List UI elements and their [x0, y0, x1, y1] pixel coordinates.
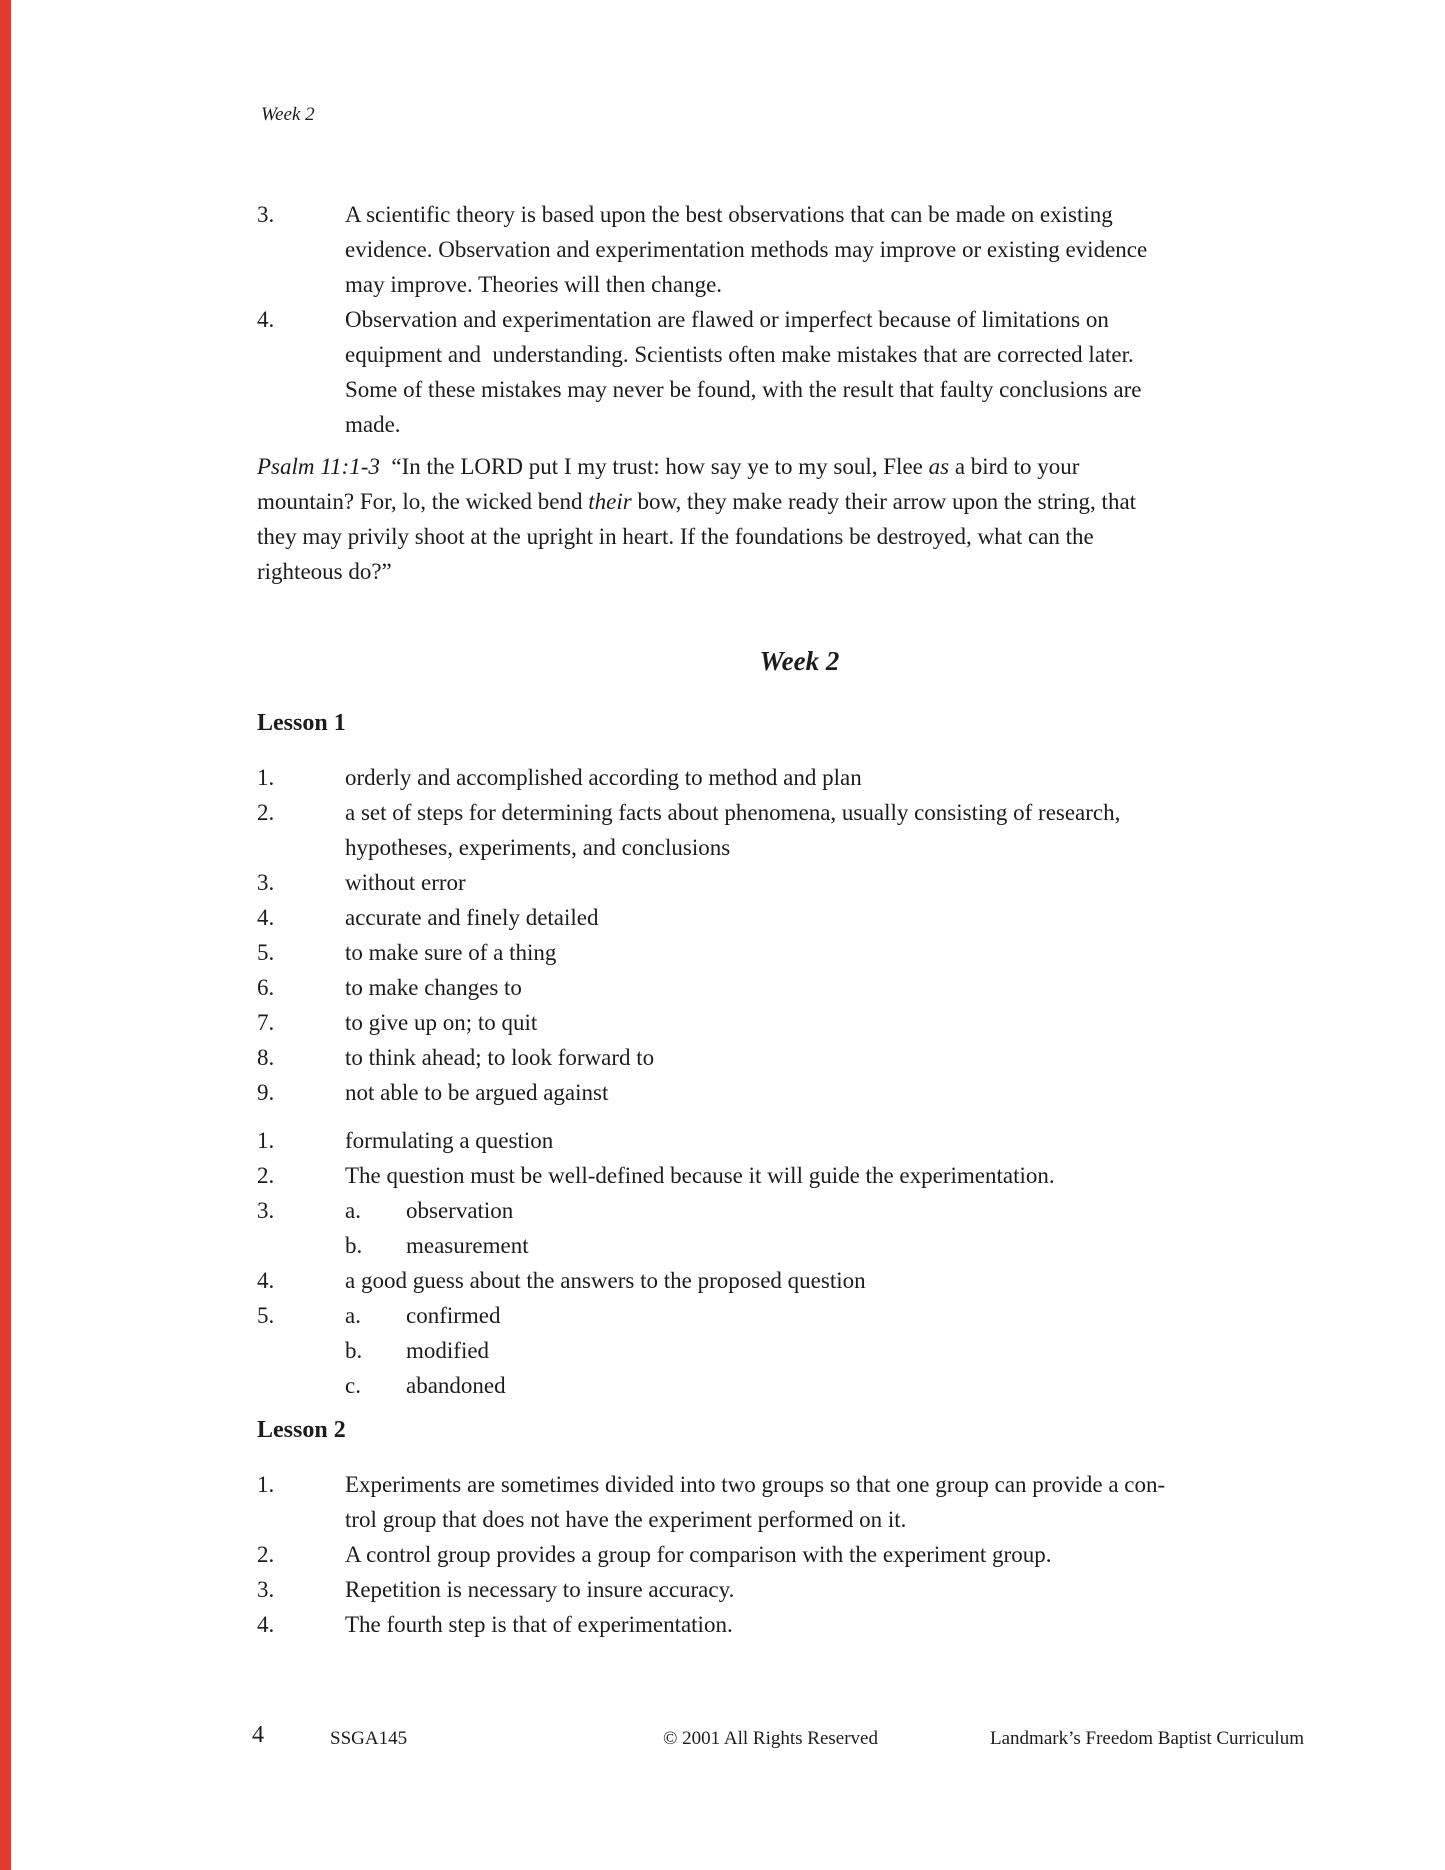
item-number: 1. — [257, 1128, 275, 1153]
list-item: 1. orderly and accomplished according to method and plan — [257, 760, 1120, 795]
list-item: 7. to give up on; to quit — [257, 1005, 1120, 1040]
item-number: 3. — [257, 202, 275, 227]
numbered-item — [257, 197, 1147, 302]
list-item: 4. accurate and finely detailed — [257, 900, 1120, 935]
item-number: 2. — [257, 800, 275, 825]
item-number: 4. — [257, 307, 275, 332]
item-number: 2. — [257, 1163, 275, 1188]
psalm-line: they may privily shoot at the upright in heart. If the foundations be destroyed, what can the — [257, 524, 1094, 549]
list-item: 2. A control group provides a group for comparison with the experiment group. — [257, 1537, 1165, 1572]
sub-item-letter: a. — [345, 1303, 361, 1328]
list-item: 1. formulating a question — [257, 1123, 1055, 1158]
running-header-week-label: Week 2 — [261, 104, 315, 125]
footer-copyright: © 2001 All Rights Reserved — [663, 1728, 878, 1749]
list-item: 2. The question must be well-defined because it will guide the experimentation. — [257, 1158, 1055, 1193]
lesson1-heading: Lesson 1 — [257, 710, 346, 736]
lesson1-review-list — [257, 1123, 1055, 1403]
list-item: 3. Repetition is necessary to insure accuracy. — [257, 1572, 1165, 1607]
item-number: 7. — [257, 1010, 275, 1035]
list-item: 1. Experiments are sometimes divided into two groups so that one group can provide a con- trol group that does not have the experiment performed on it. — [257, 1467, 1165, 1537]
footer-product-code: SSGA145 — [330, 1728, 408, 1749]
list-item: 8. to think ahead; to look forward to — [257, 1040, 1120, 1075]
item-number: 3. — [257, 1198, 275, 1223]
list-item: 4. The fourth step is that of experimentation. — [257, 1607, 1165, 1642]
sub-item-letter: b. — [345, 1338, 363, 1363]
numbered-item — [257, 302, 1147, 442]
list-item: 6. to make changes to — [257, 970, 1120, 1005]
item-number: 8. — [257, 1045, 275, 1070]
item-text: A scientific theory is based upon the best observations that can be made on existing evidence. Observation and experimentation methods may improve or existing evidence may improve. Theories will then change. — [345, 202, 1148, 297]
item-number: 4. — [257, 905, 275, 930]
item-number: 5. — [257, 1303, 275, 1328]
item-number: 9. — [257, 1080, 275, 1105]
lesson2-heading: Lesson 2 — [257, 1417, 346, 1443]
sub-item: a. confirmed — [345, 1298, 506, 1333]
sub-item-letter: c. — [345, 1373, 361, 1398]
item-number: 6. — [257, 975, 275, 1000]
list-item: 3. without error — [257, 865, 1120, 900]
footer-page-number: 4 — [252, 1722, 264, 1748]
continued-answers-section — [257, 197, 1147, 442]
list-item: 9. not able to be argued against — [257, 1075, 1120, 1110]
list-item: 5. to make sure of a thing — [257, 935, 1120, 970]
item-number: 3. — [257, 1577, 275, 1602]
item-number: 1. — [257, 765, 275, 790]
item-number: 3. — [257, 870, 275, 895]
list-item — [257, 1193, 1055, 1263]
sub-item: b. modified — [345, 1333, 506, 1368]
sub-item-letter: b. — [345, 1233, 363, 1258]
item-number: 2. — [257, 1542, 275, 1567]
item-number: 4. — [257, 1268, 275, 1293]
sub-item: c. abandoned — [345, 1368, 506, 1403]
list-item: 4. a good guess about the answers to the proposed question — [257, 1263, 1055, 1298]
item-number: 1. — [257, 1472, 275, 1497]
sub-item: b. measurement — [345, 1228, 529, 1263]
item-number: 5. — [257, 940, 275, 965]
psalm-line: righteous do?” — [257, 559, 392, 584]
footer-publisher: Landmark’s Freedom Baptist Curriculum — [990, 1728, 1304, 1749]
item-text: Observation and experimentation are flawed or imperfect because of limitations on equipment and understanding. Scientists often make mistakes that are corrected later. Some of these mistakes may never be found, with the result that faulty conclusions are made. — [345, 307, 1142, 437]
sub-item-letter: a. — [345, 1198, 361, 1223]
left-edge-scan-stripe — [0, 0, 11, 1870]
sub-item: a. observation — [345, 1193, 529, 1228]
psalm-line: Psalm 11:1-3 “In the LORD put I my trust: how say ye to my soul, Flee as a bird to your — [257, 454, 1080, 479]
lesson1-vocab-list — [257, 760, 1120, 1110]
week-section-heading: Week 2 — [759, 646, 840, 676]
list-item: 2. a set of steps for determining facts about phenomena, usually consisting of research, hypotheses, experiments, and conclusions — [257, 795, 1120, 865]
lesson2-list — [257, 1467, 1165, 1642]
item-number: 4. — [257, 1612, 275, 1637]
psalm-line: mountain? For, lo, the wicked bend their bow, they make ready their arrow upon the string, that — [257, 489, 1137, 514]
psalm-quote-paragraph — [257, 449, 1136, 589]
list-item — [257, 1298, 1055, 1403]
